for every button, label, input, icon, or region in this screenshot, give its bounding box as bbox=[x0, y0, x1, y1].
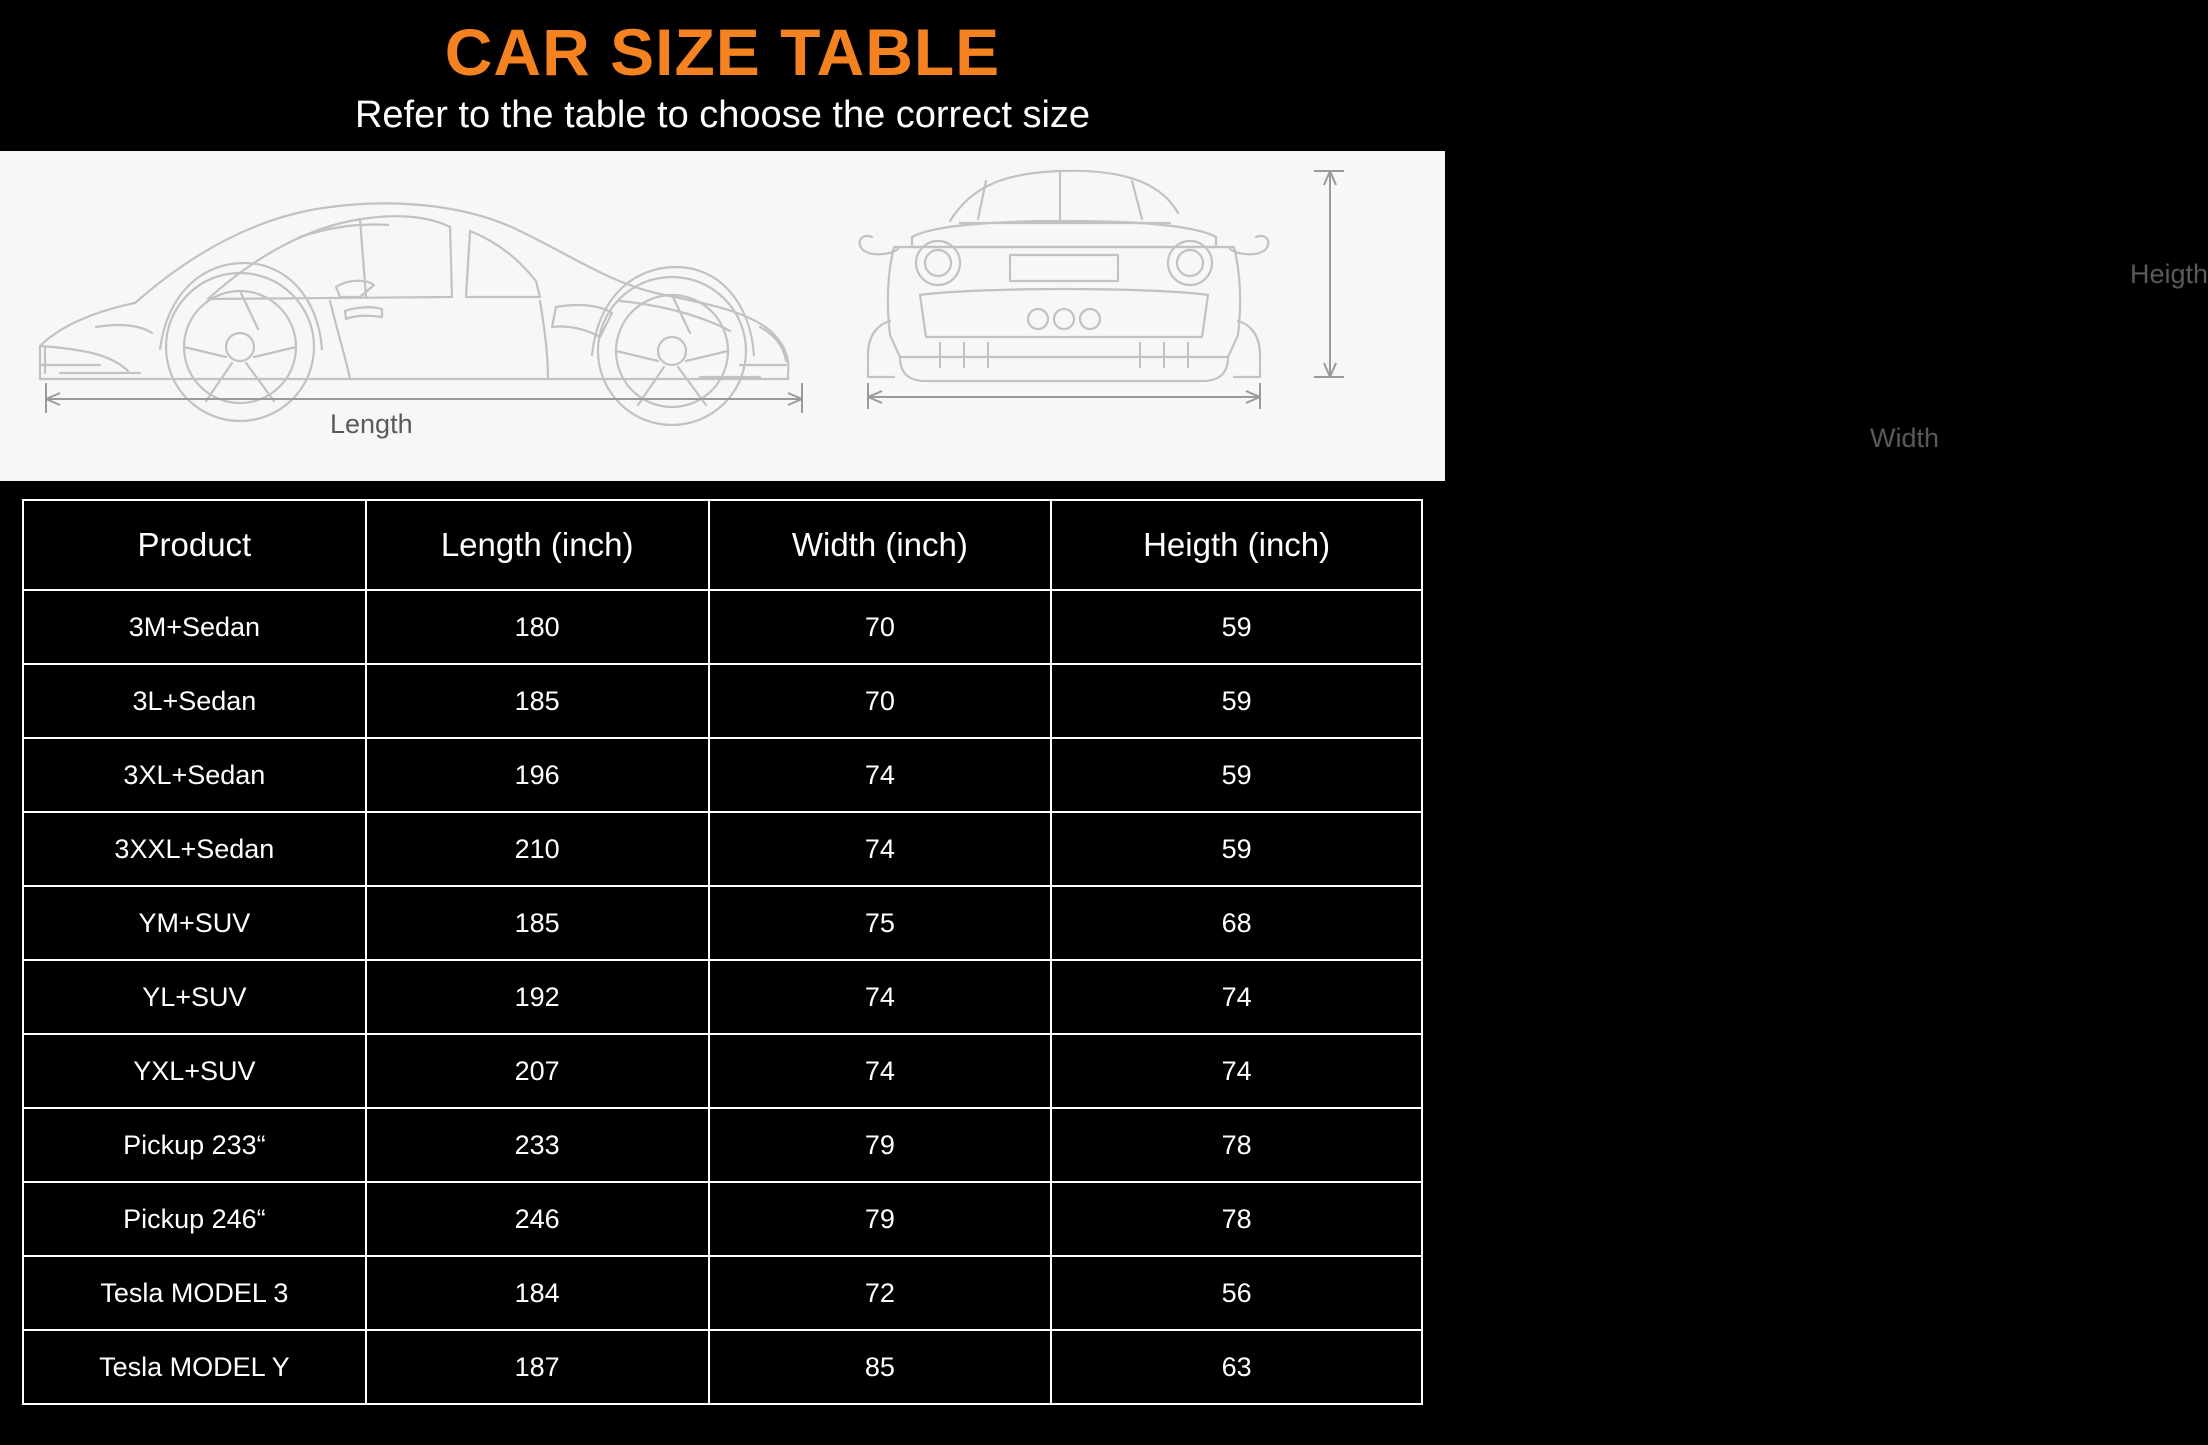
cell-width: 70 bbox=[709, 664, 1052, 738]
car-side-view bbox=[0, 151, 860, 481]
car-side-outline-icon bbox=[0, 151, 860, 481]
table-row bbox=[23, 738, 1422, 812]
cell-length: 233 bbox=[366, 1108, 709, 1182]
cell-height: 59 bbox=[1051, 738, 1422, 812]
cell-length: 180 bbox=[366, 590, 709, 664]
cell-length: 184 bbox=[366, 1256, 709, 1330]
cell-product: Tesla MODEL 3 bbox=[23, 1256, 366, 1330]
cell-length: 246 bbox=[366, 1182, 709, 1256]
cell-product: Pickup 233“ bbox=[23, 1108, 366, 1182]
cell-length: 185 bbox=[366, 664, 709, 738]
cell-width: 79 bbox=[709, 1108, 1052, 1182]
table-row bbox=[23, 1034, 1422, 1108]
horizontal-dimension-arrow-icon bbox=[46, 383, 802, 413]
table-row bbox=[23, 664, 1422, 738]
cell-width: 74 bbox=[709, 1034, 1052, 1108]
cell-length: 185 bbox=[366, 886, 709, 960]
cell-product: YM+SUV bbox=[23, 886, 366, 960]
column-header-width: Width (inch) bbox=[709, 500, 1052, 590]
car-rear-view bbox=[860, 151, 2208, 481]
table-row bbox=[23, 590, 1422, 664]
cell-height: 78 bbox=[1051, 1182, 1422, 1256]
cell-product: YXL+SUV bbox=[23, 1034, 366, 1108]
car-rear-outline-icon bbox=[860, 151, 1445, 481]
column-header-product: Product bbox=[23, 500, 366, 590]
vertical-dimension-arrow-icon bbox=[1314, 171, 1344, 377]
cell-width: 75 bbox=[709, 886, 1052, 960]
cell-width: 72 bbox=[709, 1256, 1052, 1330]
column-header-height: Heigth (inch) bbox=[1051, 500, 1422, 590]
table-row bbox=[23, 1330, 1422, 1404]
table-row bbox=[23, 812, 1422, 886]
length-label: Length bbox=[330, 409, 413, 440]
cell-height: 59 bbox=[1051, 590, 1422, 664]
cell-product: Tesla MODEL Y bbox=[23, 1330, 366, 1404]
cell-product: YL+SUV bbox=[23, 960, 366, 1034]
cell-product: 3XL+Sedan bbox=[23, 738, 366, 812]
cell-height: 59 bbox=[1051, 812, 1422, 886]
cell-product: 3XXL+Sedan bbox=[23, 812, 366, 886]
cell-height: 63 bbox=[1051, 1330, 1422, 1404]
width-label: Width bbox=[1870, 423, 1940, 454]
cell-width: 74 bbox=[709, 960, 1052, 1034]
cell-height: 68 bbox=[1051, 886, 1422, 960]
cell-height: 56 bbox=[1051, 1256, 1422, 1330]
page-title: CAR SIZE TABLE bbox=[444, 15, 1001, 89]
page-header bbox=[0, 0, 1445, 151]
horizontal-dimension-arrow-icon bbox=[868, 383, 1260, 409]
page-subtitle: Refer to the table to choose the correct size bbox=[354, 94, 1091, 137]
cell-width: 85 bbox=[709, 1330, 1052, 1404]
cell-height: 59 bbox=[1051, 664, 1422, 738]
table-row bbox=[23, 960, 1422, 1034]
height-label: Heigth bbox=[2130, 259, 2208, 290]
cell-width: 74 bbox=[709, 812, 1052, 886]
table-header-row bbox=[23, 500, 1422, 590]
table-row bbox=[23, 1108, 1422, 1182]
cell-length: 207 bbox=[366, 1034, 709, 1108]
cell-width: 74 bbox=[709, 738, 1052, 812]
table-row bbox=[23, 1182, 1422, 1256]
cell-width: 79 bbox=[709, 1182, 1052, 1256]
cell-length: 192 bbox=[366, 960, 709, 1034]
cell-length: 187 bbox=[366, 1330, 709, 1404]
illustration-band bbox=[0, 151, 2208, 481]
cell-length: 210 bbox=[366, 812, 709, 886]
table-row bbox=[23, 886, 1422, 960]
column-header-length: Length (inch) bbox=[366, 500, 709, 590]
cell-width: 70 bbox=[709, 590, 1052, 664]
size-table bbox=[22, 499, 1423, 1405]
cell-product: 3M+Sedan bbox=[23, 590, 366, 664]
cell-height: 78 bbox=[1051, 1108, 1422, 1182]
size-table-container bbox=[0, 481, 1445, 1445]
cell-product: 3L+Sedan bbox=[23, 664, 366, 738]
cell-height: 74 bbox=[1051, 960, 1422, 1034]
cell-length: 196 bbox=[366, 738, 709, 812]
cell-height: 74 bbox=[1051, 1034, 1422, 1108]
table-row bbox=[23, 1256, 1422, 1330]
cell-product: Pickup 246“ bbox=[23, 1182, 366, 1256]
